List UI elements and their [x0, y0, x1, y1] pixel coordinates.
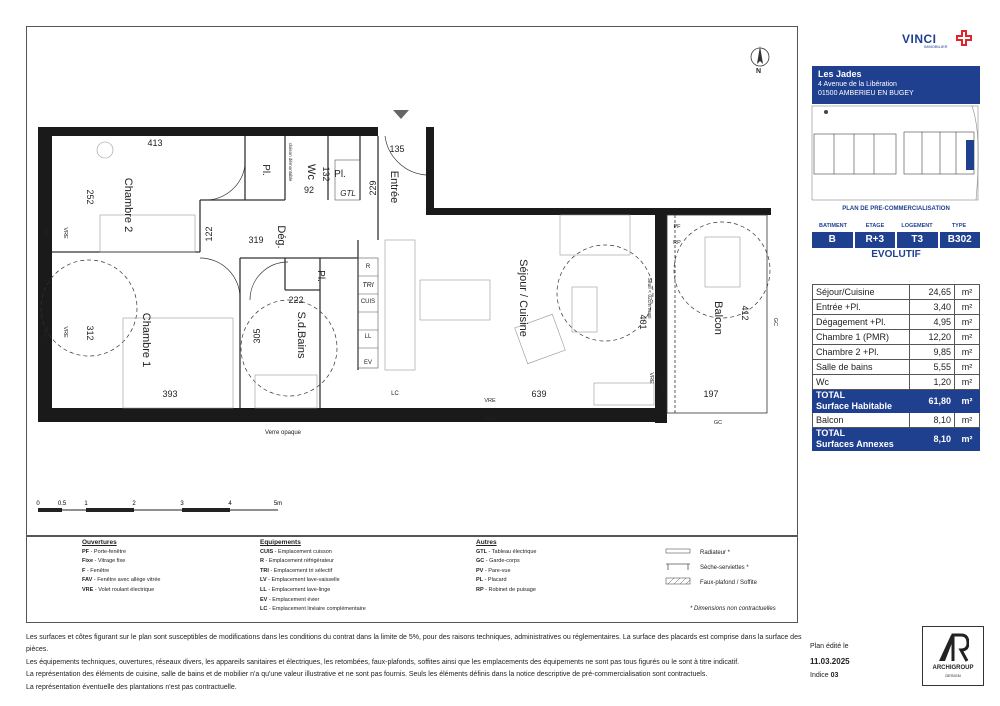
surface-label: Salle de bains [813, 360, 910, 375]
room-label-balcon: Balcon [712, 301, 724, 335]
surface-label: Entrée +Pl. [813, 300, 910, 315]
legend-item: LC - Emplacement linéaire complémentaire [260, 606, 366, 613]
lot-header-row [812, 220, 980, 232]
legend-item: CUIS - Emplacement cuisson [260, 548, 332, 555]
scale-bar [36, 501, 282, 512]
legend-item: PF - Porte-fenêtre [82, 548, 127, 555]
table-row [813, 375, 980, 390]
lot-floor: R+3 [855, 232, 896, 248]
opening-tag: VRE [484, 398, 496, 404]
wall [426, 127, 434, 215]
dim-label: 319 [248, 235, 264, 245]
total-habitable-row [813, 390, 980, 413]
opening-tag: RP [673, 240, 681, 246]
legend-desc: Tableau électrique [491, 548, 537, 555]
indice-row [810, 672, 838, 679]
legend-title: Autres [476, 539, 497, 546]
legend-title: Equipements [260, 539, 301, 546]
table-row [813, 285, 980, 300]
room-label-pl3: Pl. [315, 270, 326, 282]
surface-label: Dégagement +Pl. [813, 315, 910, 330]
surface-unit: m² [955, 345, 980, 360]
table-row [813, 330, 980, 345]
balcon-unit: m² [955, 413, 980, 428]
legend-desc: Garde-corps [489, 558, 520, 565]
lot-type: B302 [940, 232, 981, 248]
balcon-label: Balcon [813, 413, 910, 428]
legend-item: TRI - Emplacement tri sélectif [260, 567, 333, 574]
indice-label: Indice [810, 672, 829, 679]
surface-unit: m² [955, 360, 980, 375]
dim-label: 135 [389, 144, 405, 154]
legend-desc: Emplacement linéaire complémentaire [272, 606, 366, 613]
legend-code: GC [476, 558, 485, 565]
dim-label: 222 [288, 295, 304, 305]
legend-autres [476, 538, 626, 596]
equip-ev-label: EV [363, 360, 373, 366]
legend-desc: Placard [487, 577, 507, 584]
legend-code: R [260, 558, 264, 565]
legend-ouvertures [82, 538, 252, 596]
legend-item: FAV - Fenêtre avec allège vitrée [82, 577, 161, 584]
legend-symbols [664, 544, 694, 590]
dim-label: 122 [204, 226, 214, 242]
balcon-row [813, 413, 980, 428]
legend-code: F [82, 567, 86, 574]
total-label: TOTAL [816, 428, 846, 438]
cloison-label: cloison démontable [288, 142, 293, 182]
surface-unit: m² [955, 315, 980, 330]
legend-code: LC [260, 606, 268, 613]
legend-item: F - Fenêtre [82, 567, 110, 574]
legend-desc: Fenêtre [90, 567, 110, 574]
seuil-label: Seuil < 02cm maxi [646, 277, 652, 319]
opening-tag: GC [772, 317, 778, 327]
equip-cuis-label: CUIS [360, 299, 376, 305]
door-chambre2 [205, 165, 245, 200]
legend-code: PV [476, 567, 484, 574]
legend-code: FAV [82, 577, 93, 584]
opening-tag: FAV [659, 383, 665, 393]
legend-item: LV - Emplacement lave-vaisselle [260, 577, 340, 584]
legend-symbol-labels [700, 546, 757, 591]
dim-label: 639 [531, 389, 547, 399]
towel-dryer-icon [666, 564, 690, 570]
disclaimer-line: Les équipements techniques, ouvertures, réseaux divers, les appareils sanitaires et électriques, les retombées, faux-plafonds, soffites ainsi que les emplacements des équipements ne sont pas tous figurés ou le sont à titre indicatif. [26, 658, 740, 666]
legend-code: RP [476, 586, 484, 593]
legend-desc: Emplacement lave-vaisselle [271, 577, 340, 584]
edited-date: 11.03.2025 [810, 657, 850, 666]
dim-label: 92 [303, 185, 315, 195]
legend-item: GC - Garde-corps [476, 558, 520, 565]
total-sublabel: Surface Habitable [816, 401, 893, 411]
legend-symbol-label: Faux-plafond / Soffite [700, 580, 757, 586]
legend-code: CUIS [260, 548, 274, 555]
legend-code: Fixe [82, 558, 94, 565]
surface-value: 5,55 [910, 360, 955, 375]
total-habitable-unit: m² [955, 390, 980, 413]
legend-item: GTL - Tableau électrique [476, 548, 537, 555]
surface-unit: m² [955, 300, 980, 315]
legend-desc: Emplacement évier [272, 596, 320, 603]
legend-desc: Fenêtre avec allège vitrée [97, 577, 161, 584]
scale-tick-label: 5m [273, 501, 283, 507]
scale-tick-label: 3 [180, 501, 184, 507]
project-card [812, 66, 980, 104]
turning-circle [41, 260, 137, 356]
dim-label: 229 [368, 180, 378, 196]
legend-item: EV - Emplacement évier [260, 596, 320, 603]
brand-name: VINCI [902, 32, 937, 46]
surface-label: Wc [813, 375, 910, 390]
surface-label: Séjour/Cuisine [813, 285, 910, 300]
total-habitable-value: 61,80 [910, 390, 955, 413]
surface-value: 12,20 [910, 330, 955, 345]
dim-label: 413 [147, 138, 163, 148]
opening-tag: FAV [42, 228, 48, 238]
legend-symbol-label: Radiateur * [700, 550, 731, 556]
dim-label: 252 [85, 189, 95, 205]
surface-value: 24,65 [910, 285, 955, 300]
legend-code: EV [260, 596, 268, 603]
entrance-arrow-icon [393, 110, 409, 119]
surface-label: Chambre 1 (PMR) [813, 330, 910, 345]
scale-tick-label: 4 [228, 501, 232, 507]
legend-desc: Porte-fenêtre [93, 548, 127, 555]
room-label-chambre2: Chambre 2 [122, 177, 134, 233]
surfaces-table [812, 284, 980, 451]
surface-label: Chambre 2 +Pl. [813, 345, 910, 360]
wall [426, 208, 771, 215]
lot-header-floor: ETAGE [865, 223, 885, 229]
scale-tick-label: 1 [84, 501, 88, 507]
architect-name: ARCHIGROUP [932, 665, 974, 671]
door-sdb [250, 262, 288, 300]
opening-tag: PF [673, 224, 681, 230]
surface-unit: m² [955, 330, 980, 345]
wall [38, 408, 663, 422]
room-label-entree: Entrée [388, 170, 400, 204]
disclaimer-notes [26, 632, 816, 694]
architect-sub: DESIGN [945, 673, 961, 678]
legend-desc: Pare-vue [488, 567, 511, 574]
wall [38, 127, 52, 422]
room-label-sejour: Séjour / Cuisine [517, 259, 529, 337]
disclaimer-line: Les surfaces et côtes figurant sur le plan sont susceptibles de modifications dans les conditions du contrat dans la limite de 5%, pour des raisons techniques, administratives ou réglementaires. La surface des placards est comprise dans la surface des pièces. [26, 634, 802, 654]
legend-item: PL - Placard [476, 577, 507, 584]
legend-item: R - Emplacement réfrigérateur [260, 558, 334, 565]
room-label-chambre1: Chambre 1 [140, 312, 152, 368]
edited-label: Plan édité le [810, 643, 849, 650]
legend-item: RP - Robinet de puisage [476, 586, 536, 593]
legend-desc: Robinet de puisage [488, 586, 536, 593]
balcon-value: 8,10 [910, 413, 955, 428]
legend-code: VRE [82, 586, 94, 593]
dim-label: 305 [252, 328, 262, 344]
legend-code: LV [260, 577, 267, 584]
surface-unit: m² [955, 285, 980, 300]
total-annex-row [813, 428, 980, 451]
legend-item: Fixe - Vitrage fixe [82, 558, 126, 565]
room-label-pl2: Pl. [334, 169, 346, 180]
dim-label: 312 [85, 325, 95, 341]
legend-code: PF [82, 548, 90, 555]
architect-mark-icon [937, 631, 969, 663]
lot-header-building: BATIMENT [818, 223, 847, 229]
north-label: N [756, 68, 762, 75]
legend-note: * Dimensions non contractuelles [690, 606, 776, 612]
verre-opaque-label: Verre opaque [264, 430, 302, 436]
lot-building: B [812, 232, 853, 248]
legend-code: GTL [476, 548, 487, 555]
opening-tag: VRE [62, 227, 68, 239]
room-label-deg: Dég. [275, 225, 287, 249]
room-label-sdb: S.d.Bains [295, 311, 307, 359]
variant-label: EVOLUTIF [871, 249, 921, 260]
surface-value: 9,85 [910, 345, 955, 360]
scale-tick-label: 2 [132, 501, 136, 507]
lot-unit: T3 [897, 232, 938, 248]
surface-value: 1,20 [910, 375, 955, 390]
disclaimer-line: La représentation éventuelle des plantations n'est pas contractuelle. [26, 683, 237, 691]
gtl-label: GTL [340, 189, 356, 198]
surface-unit: m² [955, 375, 980, 390]
building-key-plan [804, 104, 982, 202]
indice-value: 03 [830, 672, 839, 679]
disclaimer-line: La représentation des éléments de cuisine, salle de bains et de mobilier n'a qu'une valeur illustrative et ne sont pas fournis. Seuls les éléments définis dans la notice descriptive de pré-commercialisation sont contractuels. [26, 671, 708, 679]
legend-desc: Volet roulant électrique [98, 586, 155, 593]
architect-logo [922, 626, 984, 686]
lot-value-row [812, 232, 980, 248]
total-annex-value: 8,10 [910, 428, 955, 451]
legend-code: LL [260, 586, 267, 593]
dim-label: 132 [321, 166, 331, 182]
surface-value: 3,40 [910, 300, 955, 315]
opening-tag: VRE [648, 372, 654, 384]
table-row [813, 360, 980, 375]
legend-code: PL [476, 577, 484, 584]
legend-title: Ouvertures [82, 539, 117, 546]
legend-item: LL - Emplacement lave-linge [260, 586, 331, 593]
brand-cross-icon [956, 30, 972, 46]
turning-circle [241, 300, 337, 396]
total-annex-unit: m² [955, 428, 980, 451]
dim-label: 412 [740, 305, 750, 321]
scale-tick-label: 0 [36, 501, 40, 507]
legend-symbol-label: Sèche-serviettes * [700, 565, 749, 571]
total-annex-label [813, 428, 910, 451]
equip-ll-label: LL [364, 334, 372, 340]
legend-item: PV - Pare-vue [476, 567, 511, 574]
plan-type-title: PLAN DE PRE-COMMERCIALISATION [842, 206, 950, 212]
brand-sub: IMMOBILIER [924, 44, 948, 49]
opening-tag: FAV [42, 327, 48, 337]
surface-value: 4,95 [910, 315, 955, 330]
opening-tag: FAV [485, 416, 495, 422]
legend-item: VRE - Volet roulant électrique [82, 586, 155, 593]
opening-tag: GC [713, 420, 723, 426]
equip-r-label: R [365, 264, 371, 270]
legend-equipements [260, 538, 460, 615]
table-row [813, 345, 980, 360]
opening-tag: VRE [62, 326, 68, 338]
room-label-pl1: Pl. [260, 164, 271, 176]
project-name: Les Jades [818, 69, 862, 79]
legend-desc: Vitrage fixe [97, 558, 126, 565]
legend-desc: Emplacement tri sélectif [273, 567, 333, 574]
dim-label: 197 [703, 389, 719, 399]
lot-header-type: TYPE [951, 223, 967, 229]
room-label-wc: Wc [305, 164, 317, 180]
equip-lc-label: LC [391, 391, 399, 397]
dim-label: 401 [638, 314, 648, 330]
scale-tick-label: 0.5 [57, 501, 67, 507]
legend-desc: Emplacement lave-linge [271, 586, 331, 593]
door-entree [385, 136, 426, 175]
table-row [813, 315, 980, 330]
brand-logo [902, 30, 972, 50]
legend-code: TRI [260, 567, 269, 574]
legend-desc: Emplacement réfrigérateur [268, 558, 334, 565]
equip-tri-label: TRI [362, 282, 374, 289]
radiator-icon [666, 549, 690, 553]
lot-header-unit: LOGEMENT [901, 223, 933, 229]
wall [38, 127, 378, 136]
project-address-line1: 4 Avenue de la Libération [818, 81, 897, 88]
false-ceiling-icon [666, 578, 690, 584]
door-chambre1 [200, 258, 240, 298]
project-address-line2: 01500 AMBERIEU EN BUGEY [818, 90, 914, 97]
total-label: TOTAL [816, 390, 846, 400]
total-sublabel: Surfaces Annexes [816, 439, 894, 449]
total-habitable-label [813, 390, 910, 413]
table-row [813, 300, 980, 315]
dim-label: 393 [162, 389, 178, 399]
legend-desc: Emplacement cuisson [278, 548, 332, 555]
